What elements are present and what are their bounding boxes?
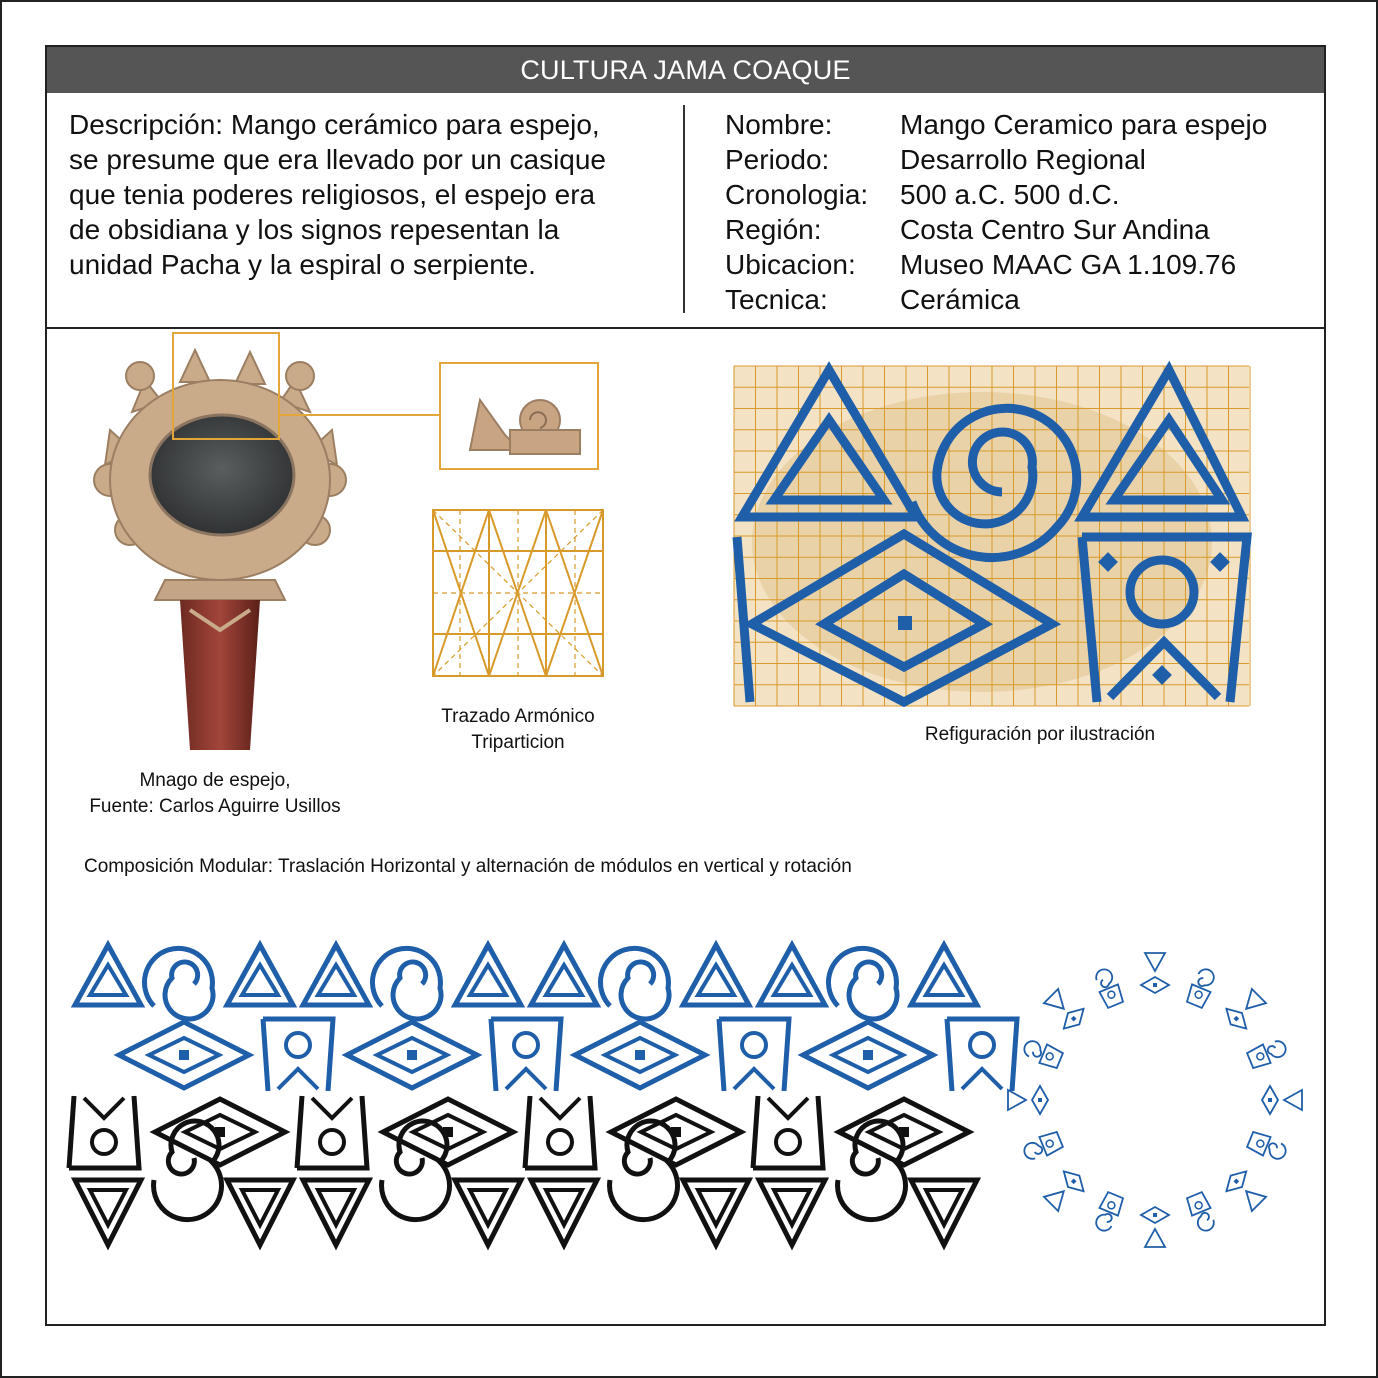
- face-chevron: [312, 1098, 352, 1118]
- triangle-motif: [1145, 1229, 1165, 1247]
- face-module: [753, 1096, 758, 1168]
- face-module: [69, 1096, 74, 1168]
- face-circle: [1194, 1201, 1203, 1210]
- face-chevron: [540, 1098, 580, 1118]
- face-module: [491, 1019, 496, 1091]
- ring-module: [1092, 966, 1125, 1009]
- detail-value: Mango Ceramico para espejo: [900, 109, 1268, 140]
- info-section: [47, 93, 1324, 329]
- detail-row: [725, 107, 1267, 142]
- page-title: CULTURA JAMA COAQUE: [47, 47, 1324, 93]
- description-line: unidad Pacha y la espiral o serpiente.: [69, 249, 536, 280]
- face-module: [297, 1096, 302, 1168]
- grid-caption-line: Triparticion: [471, 732, 565, 753]
- face-chevron: [506, 1069, 546, 1089]
- detail-row: [725, 282, 1267, 317]
- ring-module: [1008, 1086, 1048, 1114]
- detail-key: Periodo:: [725, 144, 830, 175]
- ring-module: [1246, 1037, 1289, 1070]
- detail-key: Nombre:: [725, 109, 833, 140]
- spiral-motif: [144, 948, 213, 1019]
- ring-module: [1185, 1191, 1218, 1234]
- face-module: [1246, 1044, 1270, 1069]
- photo-caption: [50, 768, 380, 820]
- description-text: [69, 107, 659, 282]
- ring-module: [1221, 1166, 1269, 1214]
- detail-value: Cerámica: [900, 284, 1020, 315]
- ring-module: [1262, 1086, 1302, 1114]
- detail-key: Ubicacion:: [725, 249, 856, 280]
- center-dot: [1233, 1178, 1239, 1184]
- detail-value: 500 a.C. 500 d.C.: [900, 179, 1120, 210]
- detail-value: Museo MAAC GA 1.109.76: [900, 249, 1237, 280]
- face-module: [1039, 1044, 1063, 1069]
- modular-caption: Composición Modular: Traslación Horizontal y alternación de módulos en vertical y rotación: [84, 856, 852, 877]
- ring-module: [1141, 953, 1169, 993]
- face-circle: [320, 1130, 344, 1154]
- circular-composition: [1000, 950, 1310, 1250]
- ring-module: [1185, 966, 1218, 1009]
- face-module: [947, 1019, 952, 1091]
- spiral-motif: [372, 948, 441, 1019]
- modular-frieze: [66, 940, 981, 1250]
- spiral-motif: [828, 948, 897, 1019]
- center-dot: [1153, 1213, 1157, 1217]
- detail-highlight-box: [170, 330, 605, 475]
- ring-module: [1021, 1037, 1064, 1070]
- face-module: [1246, 1130, 1270, 1155]
- detail-value: Desarrollo Regional: [900, 144, 1146, 175]
- center-dot: [1233, 1016, 1239, 1022]
- triangle-motif: [1145, 953, 1165, 971]
- face-module: [1099, 1191, 1124, 1215]
- harmonic-grid: [432, 509, 604, 677]
- ring-module: [1246, 1130, 1289, 1163]
- face-circle: [1194, 990, 1203, 999]
- photo-caption-line: Fuente: Carlos Aguirre Usillos: [89, 796, 341, 817]
- grid-caption-line: Trazado Armónico: [441, 706, 595, 727]
- face-circle: [514, 1033, 538, 1057]
- ring-module: [1221, 986, 1269, 1034]
- detail-value: Costa Centro Sur Andina: [900, 214, 1210, 245]
- face-chevron: [84, 1098, 124, 1118]
- face-module: [1185, 1191, 1210, 1215]
- face-chevron: [768, 1098, 808, 1118]
- face-module: [719, 1019, 724, 1091]
- ring-module: [1092, 1191, 1125, 1234]
- triangle-motif: [1239, 989, 1266, 1016]
- face-module: [1039, 1130, 1063, 1155]
- center-dot: [635, 1050, 645, 1060]
- description-line: de obsidiana y los signos repesentan la: [69, 214, 560, 245]
- face-module: [1185, 984, 1210, 1008]
- center-dot: [407, 1050, 417, 1060]
- face-circle: [92, 1130, 116, 1154]
- center-dot: [1038, 1098, 1042, 1102]
- center-dot: [1071, 1178, 1077, 1184]
- frieze-group: [69, 945, 1017, 1245]
- ring-module: [1041, 986, 1089, 1034]
- detail-key: Región:: [725, 214, 822, 245]
- face-module: [263, 1019, 268, 1091]
- face-circle: [742, 1033, 766, 1057]
- center-dot: [863, 1050, 873, 1060]
- refiguration-illustration: [732, 362, 1252, 710]
- face-circle: [1256, 1139, 1265, 1148]
- detail-row: [725, 177, 1267, 212]
- refiguration-caption: Refiguración por ilustración: [924, 724, 1156, 745]
- detail-row: [725, 212, 1267, 247]
- spiral-motif: [600, 948, 669, 1019]
- details-table: [725, 107, 1267, 317]
- triangle-motif: [1008, 1090, 1026, 1110]
- vertical-divider: [683, 105, 685, 313]
- photo-caption-line: Mnago de espejo,: [139, 770, 291, 791]
- center-dot: [1071, 1016, 1077, 1022]
- description-line: que tenia poderes religiosos, el espejo era: [69, 179, 596, 210]
- face-chevron: [734, 1069, 774, 1089]
- triangle-motif: [1044, 1184, 1071, 1211]
- center-dot: [1268, 1098, 1272, 1102]
- description-line: se presume que era llevado por un casique: [69, 144, 607, 175]
- detail-row: [725, 142, 1267, 177]
- grid-caption: [400, 704, 636, 756]
- ring-module: [1021, 1130, 1064, 1163]
- triangle-motif: [1239, 1184, 1266, 1211]
- face-circle: [286, 1033, 310, 1057]
- face-module: [525, 1096, 530, 1168]
- face-circle: [776, 1130, 800, 1154]
- triangle-motif: [1284, 1090, 1302, 1110]
- detail-key: Tecnica:: [725, 284, 828, 315]
- center-dot: [1153, 983, 1157, 987]
- face-module: [1099, 984, 1124, 1008]
- face-chevron: [278, 1069, 318, 1089]
- ring-module: [1141, 1207, 1169, 1247]
- face-circle: [548, 1130, 572, 1154]
- detail-key: Cronologia:: [725, 179, 869, 210]
- detail-row: [725, 247, 1267, 282]
- face-circle: [1107, 990, 1116, 999]
- face-circle: [1045, 1052, 1054, 1061]
- face-circle: [1107, 1201, 1116, 1210]
- face-circle: [1045, 1139, 1054, 1148]
- center-dot: [179, 1050, 189, 1060]
- triangle-motif: [1044, 989, 1071, 1016]
- ring-module: [1041, 1166, 1089, 1214]
- face-circle: [1256, 1052, 1265, 1061]
- description-line: Descripción: Mango cerámico para espejo,: [69, 109, 600, 140]
